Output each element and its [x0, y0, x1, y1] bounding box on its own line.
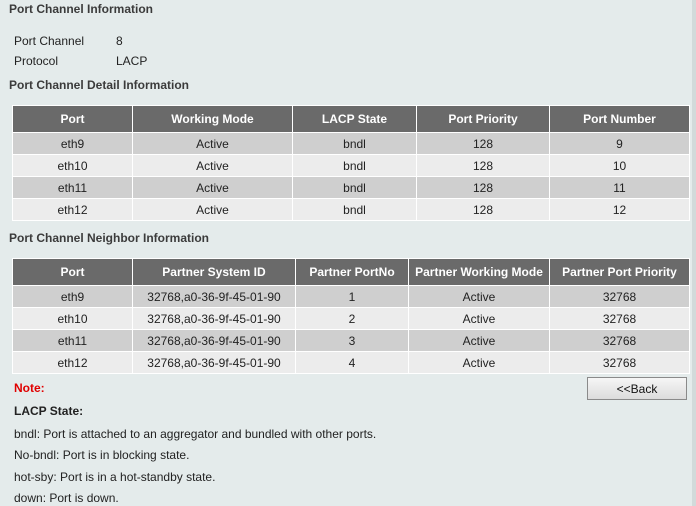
lacp-state-bndl: bndl: Port is attached to an aggregator and bundled with other ports. [14, 427, 377, 441]
neighbor-cell-port: eth12 [13, 352, 133, 374]
neighbor-header-partner-system-id: Partner System ID [133, 259, 296, 286]
table-row [13, 352, 690, 374]
neighbor-cell-port: eth9 [13, 286, 133, 308]
table-row [13, 155, 690, 177]
detail-cell-port-priority: 128 [417, 177, 550, 199]
lacp-state-title: LACP State: [14, 404, 84, 418]
port-channel-value: 8 [116, 34, 123, 48]
detail-header-working-mode: Working Mode [133, 106, 293, 133]
neighbor-header-partner-portno: Partner PortNo [296, 259, 409, 286]
neighbor-cell-port-priority: 32768 [550, 352, 690, 374]
detail-cell-port-number: 9 [550, 133, 690, 155]
detail-cell-port: eth11 [13, 177, 133, 199]
protocol-label: Protocol [14, 54, 59, 68]
neighbor-info-title: Port Channel Neighbor Information [9, 231, 209, 245]
table-row [13, 286, 690, 308]
neighbor-cell-portno: 3 [296, 330, 409, 352]
detail-info-title: Port Channel Detail Information [9, 78, 190, 92]
table-row [13, 199, 690, 221]
detail-cell-working-mode: Active [133, 199, 293, 221]
lacp-state-no-bndl: No-bndl: Port is in blocking state. [14, 448, 190, 462]
detail-cell-port-number: 12 [550, 199, 690, 221]
detail-cell-port-priority: 128 [417, 155, 550, 177]
detail-table [12, 105, 690, 221]
detail-cell-port-number: 11 [550, 177, 690, 199]
neighbor-cell-port-priority: 32768 [550, 330, 690, 352]
protocol-value: LACP [116, 54, 148, 68]
back-button[interactable]: <<Back [587, 377, 687, 400]
neighbor-cell-portno: 2 [296, 308, 409, 330]
detail-header-lacp-state: LACP State [293, 106, 417, 133]
detail-cell-lacp-state: bndl [293, 155, 417, 177]
detail-header-port: Port [13, 106, 133, 133]
detail-cell-port: eth12 [13, 199, 133, 221]
detail-cell-port: eth9 [13, 133, 133, 155]
neighbor-cell-portno: 4 [296, 352, 409, 374]
neighbor-cell-port: eth10 [13, 308, 133, 330]
detail-cell-port-number: 10 [550, 155, 690, 177]
neighbor-cell-port: eth11 [13, 330, 133, 352]
detail-header-port-number: Port Number [550, 106, 690, 133]
neighbor-cell-working-mode: Active [409, 286, 550, 308]
neighbor-cell-system-id: 32768,a0-36-9f-45-01-90 [133, 286, 296, 308]
lacp-state-hot-sby: hot-sby: Port is in a hot-standby state. [14, 470, 216, 484]
detail-cell-working-mode: Active [133, 133, 293, 155]
neighbor-cell-port-priority: 32768 [550, 308, 690, 330]
note-label: Note: [14, 381, 45, 395]
table-row [13, 177, 690, 199]
neighbor-cell-system-id: 32768,a0-36-9f-45-01-90 [133, 330, 296, 352]
neighbor-header-partner-working-mode: Partner Working Mode [409, 259, 550, 286]
neighbor-header-row [13, 259, 690, 286]
detail-cell-lacp-state: bndl [293, 199, 417, 221]
detail-cell-working-mode: Active [133, 155, 293, 177]
table-row [13, 330, 690, 352]
neighbor-table [12, 258, 690, 374]
protocol-row [14, 54, 147, 68]
neighbor-cell-working-mode: Active [409, 330, 550, 352]
port-channel-row [14, 34, 123, 48]
detail-cell-working-mode: Active [133, 177, 293, 199]
neighbor-cell-working-mode: Active [409, 308, 550, 330]
port-channel-info-title: Port Channel Information [9, 2, 153, 16]
scrollbar-track[interactable] [692, 0, 696, 506]
detail-cell-lacp-state: bndl [293, 133, 417, 155]
neighbor-header-partner-port-priority: Partner Port Priority [550, 259, 690, 286]
detail-header-port-priority: Port Priority [417, 106, 550, 133]
detail-cell-port-priority: 128 [417, 133, 550, 155]
detail-cell-port: eth10 [13, 155, 133, 177]
lacp-state-down: down: Port is down. [14, 491, 119, 505]
port-channel-label: Port Channel [14, 34, 85, 48]
detail-cell-port-priority: 128 [417, 199, 550, 221]
neighbor-header-port: Port [13, 259, 133, 286]
neighbor-cell-system-id: 32768,a0-36-9f-45-01-90 [133, 308, 296, 330]
detail-header-row [13, 106, 690, 133]
neighbor-cell-port-priority: 32768 [550, 286, 690, 308]
table-row [13, 308, 690, 330]
neighbor-cell-system-id: 32768,a0-36-9f-45-01-90 [133, 352, 296, 374]
detail-cell-lacp-state: bndl [293, 177, 417, 199]
neighbor-cell-working-mode: Active [409, 352, 550, 374]
neighbor-cell-portno: 1 [296, 286, 409, 308]
table-row [13, 133, 690, 155]
